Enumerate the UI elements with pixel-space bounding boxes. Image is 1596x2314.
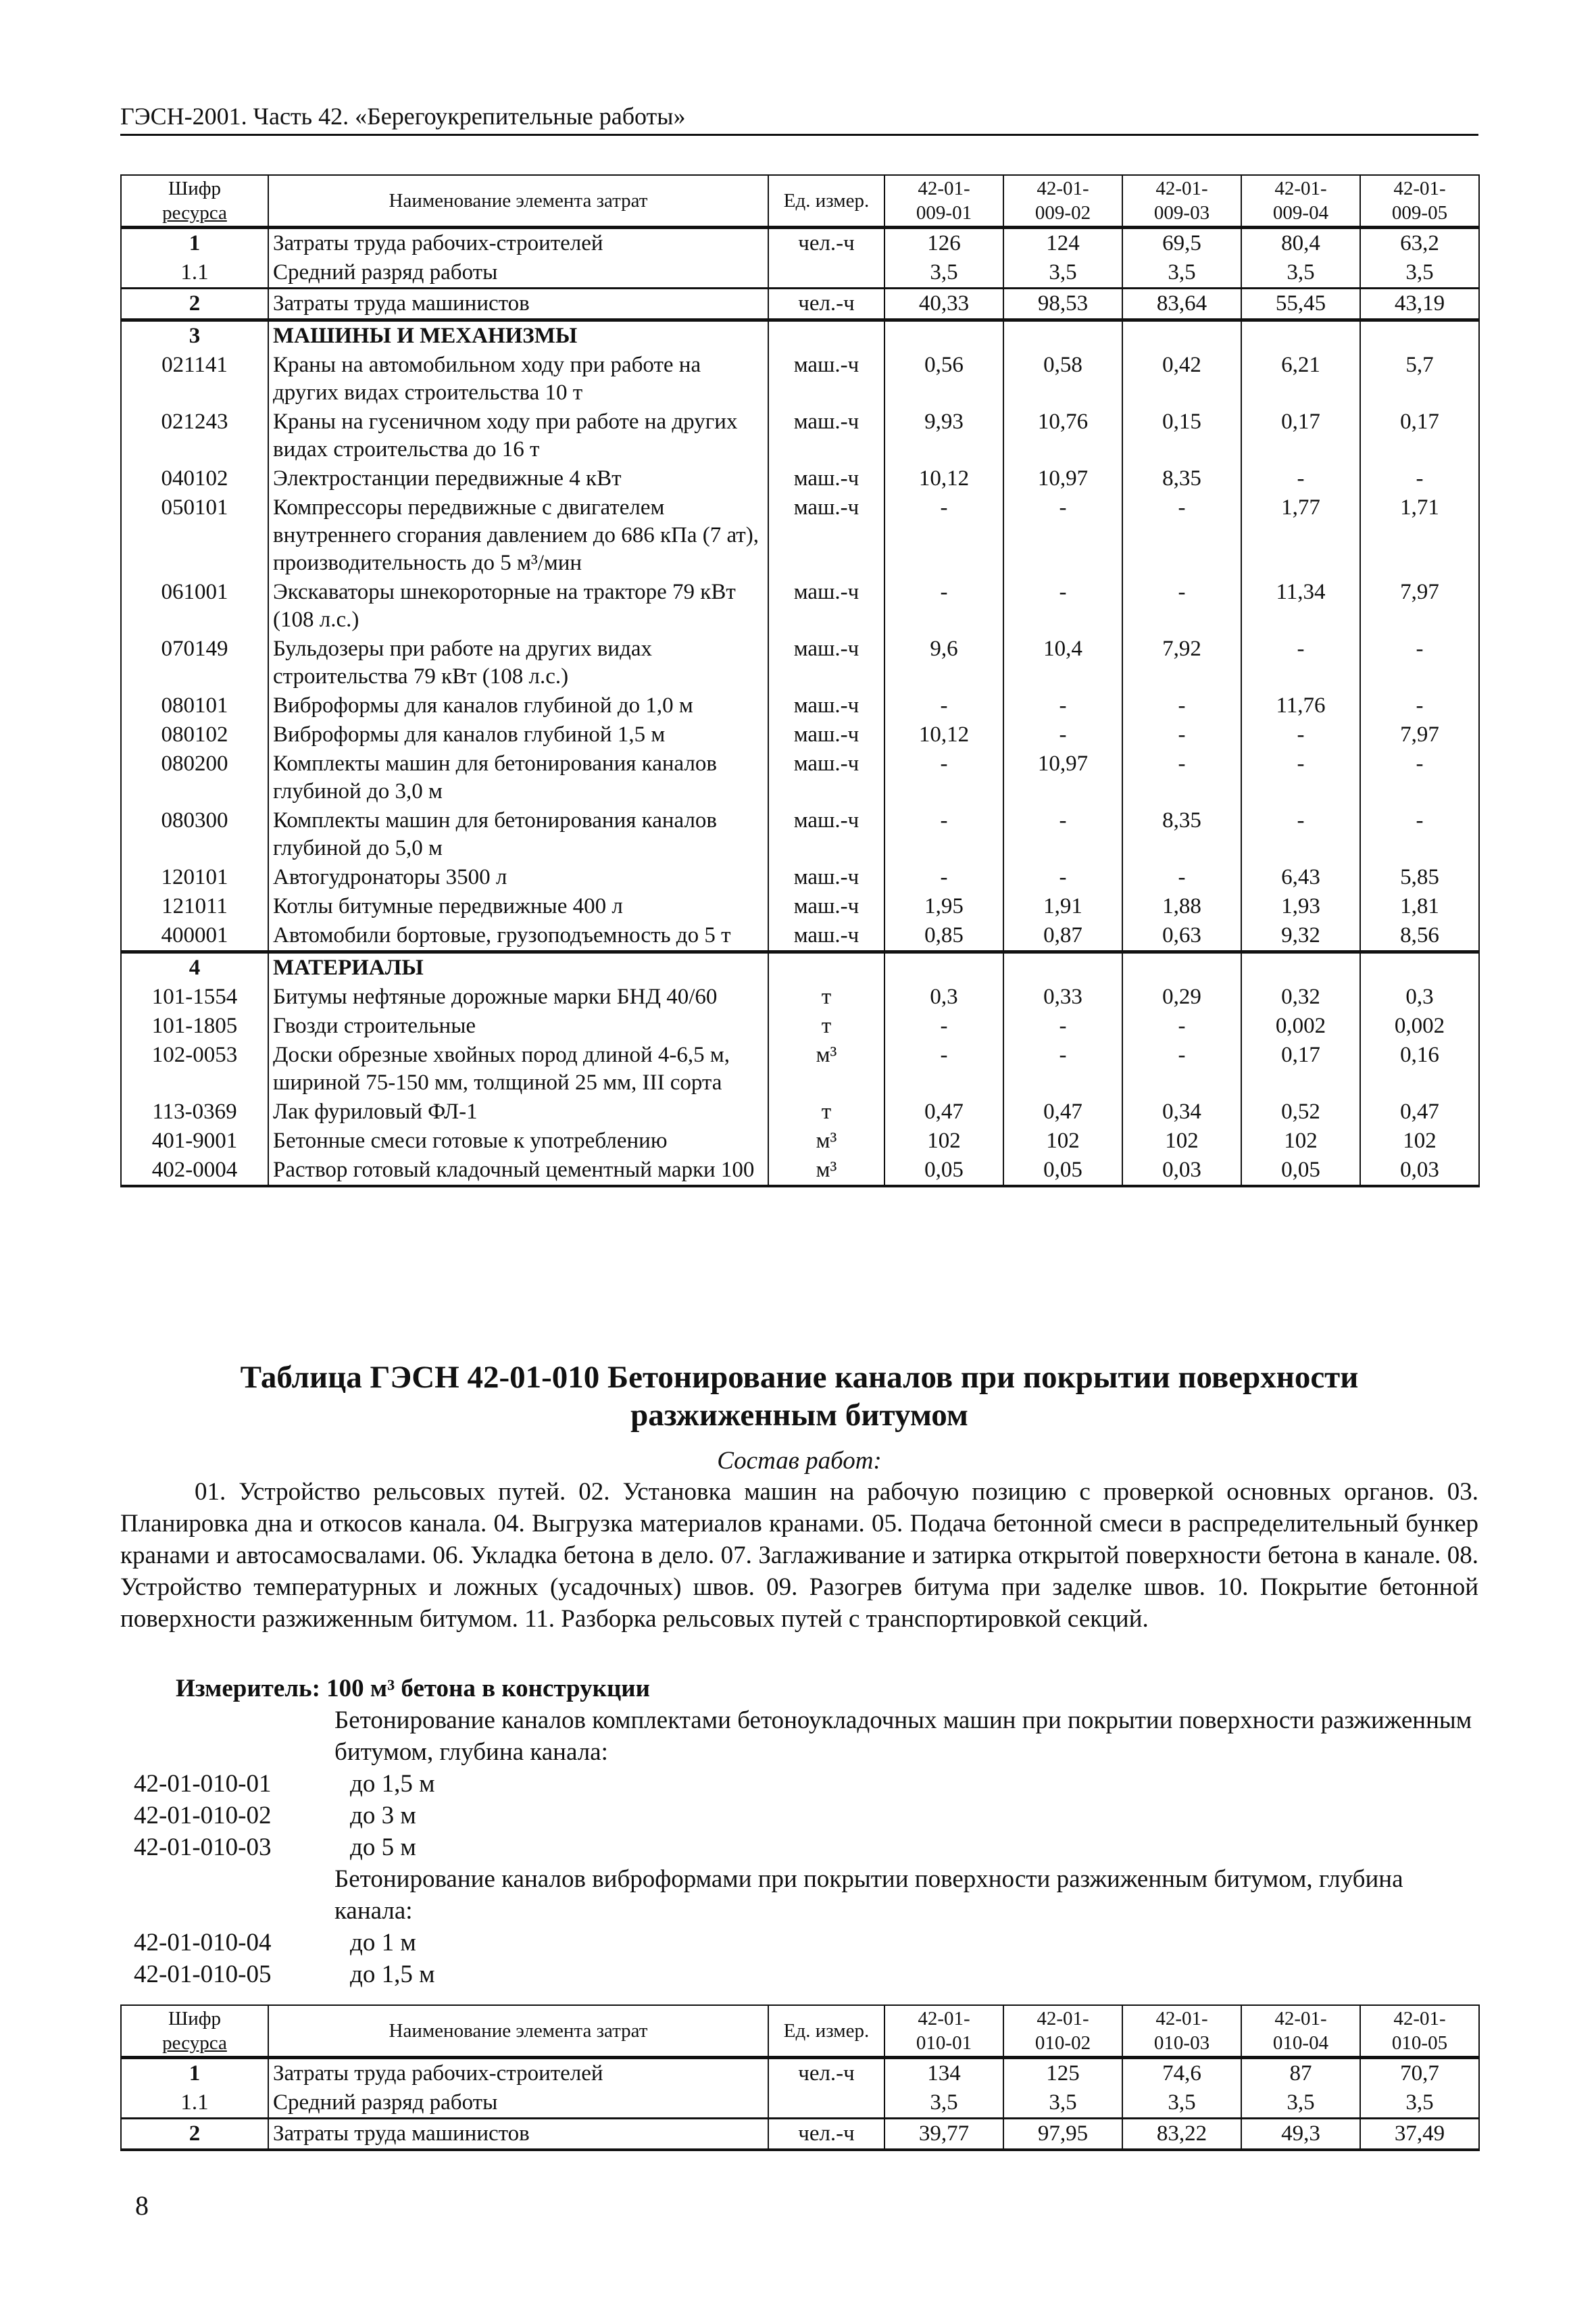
table-row bbox=[121, 578, 1479, 635]
cell-value: - bbox=[1360, 749, 1479, 806]
cell-value: 102 bbox=[1241, 1127, 1360, 1156]
cell-value: - bbox=[1003, 578, 1122, 635]
cell-unit: маш.-ч bbox=[768, 351, 884, 408]
cell-value: 3,5 bbox=[1241, 258, 1360, 289]
cell-unit bbox=[768, 258, 884, 289]
cell-value: 3,5 bbox=[884, 2088, 1003, 2119]
cell-code: 102-0053 bbox=[121, 1041, 268, 1098]
cell-value: 1,81 bbox=[1360, 892, 1479, 921]
cell-value: - bbox=[1241, 464, 1360, 493]
cell-value: - bbox=[884, 1041, 1003, 1098]
variant-item: 42-01-010-03 до 5 м bbox=[134, 1833, 416, 1861]
cell-value: 6,21 bbox=[1241, 351, 1360, 408]
cell-name: Краны на гусеничном ходу при работе на других видах строительства до 16 т bbox=[268, 408, 768, 464]
cell-value: 0,47 bbox=[1003, 1098, 1122, 1127]
cell-value: 0,85 bbox=[884, 921, 1003, 952]
column-header-variant: 42-01- 010-05 bbox=[1360, 2005, 1479, 2058]
table-row bbox=[121, 408, 1479, 464]
table-row bbox=[121, 2058, 1479, 2089]
cell-value: 0,15 bbox=[1122, 408, 1241, 464]
table-row bbox=[121, 258, 1479, 289]
cell-value: 0,16 bbox=[1360, 1041, 1479, 1098]
cell-unit: маш.-ч bbox=[768, 749, 884, 806]
cell-value: 5,7 bbox=[1360, 351, 1479, 408]
cell-unit: маш.-ч bbox=[768, 806, 884, 863]
cell-value: 0,33 bbox=[1003, 983, 1122, 1012]
cell-value: - bbox=[1003, 1012, 1122, 1041]
cell-value bbox=[1360, 320, 1479, 351]
cell-value: 9,93 bbox=[884, 408, 1003, 464]
cell-value: 87 bbox=[1241, 2058, 1360, 2089]
cell-value bbox=[1122, 320, 1241, 351]
cell-name: Автогудронаторы 3500 л bbox=[268, 863, 768, 892]
cell-name: Гвозди строительные bbox=[268, 1012, 768, 1041]
cell-value bbox=[884, 320, 1003, 351]
cell-value bbox=[1241, 952, 1360, 983]
cell-value: - bbox=[884, 863, 1003, 892]
cell-value: 125 bbox=[1003, 2058, 1122, 2089]
column-header-variant: 42-01- 009-01 bbox=[884, 175, 1003, 228]
cell-value: 9,32 bbox=[1241, 921, 1360, 952]
cell-code: 080102 bbox=[121, 720, 268, 749]
cell-code: 1 bbox=[121, 2058, 268, 2089]
table-row bbox=[121, 320, 1479, 351]
cell-value: 1,93 bbox=[1241, 892, 1360, 921]
cell-value: 11,76 bbox=[1241, 691, 1360, 720]
cell-value bbox=[1122, 952, 1241, 983]
cell-value: 0,05 bbox=[884, 1156, 1003, 1186]
cell-name: Краны на автомобильном ходу при работе на других видах строительства 10 т bbox=[268, 351, 768, 408]
cell-value: - bbox=[1241, 749, 1360, 806]
table-row bbox=[121, 2088, 1479, 2119]
cell-code: 1.1 bbox=[121, 2088, 268, 2119]
cell-value: 9,6 bbox=[884, 635, 1003, 691]
cell-name: Раствор готовый кладочный цементный марки 100 bbox=[268, 1156, 768, 1186]
cell-value: 7,92 bbox=[1122, 635, 1241, 691]
cell-value: 0,32 bbox=[1241, 983, 1360, 1012]
cell-name: Бульдозеры при работе на других видах строительства 79 кВт (108 л.с.) bbox=[268, 635, 768, 691]
cell-value: - bbox=[1241, 720, 1360, 749]
cell-value: - bbox=[1360, 464, 1479, 493]
cell-value: 3,5 bbox=[884, 258, 1003, 289]
variant-item: 42-01-010-02 до 3 м bbox=[134, 1802, 416, 1829]
cell-value: 5,85 bbox=[1360, 863, 1479, 892]
cell-unit: чел.-ч bbox=[768, 289, 884, 320]
cell-code: 3 bbox=[121, 320, 268, 351]
cell-value: - bbox=[1122, 578, 1241, 635]
composition-heading: Состав работ: bbox=[717, 1447, 882, 1475]
cell-unit: чел.-ч bbox=[768, 2058, 884, 2089]
cell-value: 1,71 bbox=[1360, 493, 1479, 578]
cell-value: 39,77 bbox=[884, 2119, 1003, 2150]
column-header-variant: 42-01- 010-02 bbox=[1003, 2005, 1122, 2058]
table-row bbox=[121, 806, 1479, 863]
cell-value: - bbox=[1003, 691, 1122, 720]
cell-value: 83,64 bbox=[1122, 289, 1241, 320]
cell-name: Затраты труда рабочих-строителей bbox=[268, 228, 768, 259]
cell-value: 0,17 bbox=[1241, 408, 1360, 464]
cell-value: 102 bbox=[884, 1127, 1003, 1156]
cell-value: 10,4 bbox=[1003, 635, 1122, 691]
cell-code: 101-1805 bbox=[121, 1012, 268, 1041]
cell-unit: маш.-ч bbox=[768, 635, 884, 691]
table-row bbox=[121, 892, 1479, 921]
cell-code: 113-0369 bbox=[121, 1098, 268, 1127]
cell-value: 10,12 bbox=[884, 464, 1003, 493]
cell-value: 8,35 bbox=[1122, 806, 1241, 863]
resource-table-42-01-010 bbox=[120, 2004, 1480, 2151]
cell-value: 3,5 bbox=[1122, 2088, 1241, 2119]
cell-unit: м³ bbox=[768, 1041, 884, 1098]
cell-value: 0,47 bbox=[884, 1098, 1003, 1127]
cell-name: Компрессоры передвижные с двигателем внутреннего сгорания давлением до 686 кПа (7 ат), производительность до 5 м³/мин bbox=[268, 493, 768, 578]
cell-value: - bbox=[1003, 863, 1122, 892]
cell-value: - bbox=[884, 749, 1003, 806]
variant-item: 42-01-010-04 до 1 м bbox=[134, 1929, 416, 1956]
cell-value: 102 bbox=[1003, 1127, 1122, 1156]
table-row bbox=[121, 952, 1479, 983]
table-row bbox=[121, 1041, 1479, 1098]
table-row bbox=[121, 464, 1479, 493]
cell-name: Комплекты машин для бетонирования каналов глубиной до 5,0 м bbox=[268, 806, 768, 863]
cell-code: 121011 bbox=[121, 892, 268, 921]
cell-value: 43,19 bbox=[1360, 289, 1479, 320]
cell-value: 0,63 bbox=[1122, 921, 1241, 952]
cell-value: - bbox=[884, 578, 1003, 635]
cell-value: 0,52 bbox=[1241, 1098, 1360, 1127]
cell-value: 69,5 bbox=[1122, 228, 1241, 259]
cell-name: Электростанции передвижные 4 кВт bbox=[268, 464, 768, 493]
cell-value: 74,6 bbox=[1122, 2058, 1241, 2089]
cell-code: 021141 bbox=[121, 351, 268, 408]
cell-name: Затраты труда машинистов bbox=[268, 2119, 768, 2150]
cell-name: Бетонные смеси готовые к употреблению bbox=[268, 1127, 768, 1156]
table-row bbox=[121, 983, 1479, 1012]
cell-value: 3,5 bbox=[1122, 258, 1241, 289]
cell-value: 10,97 bbox=[1003, 749, 1122, 806]
cell-value: - bbox=[1241, 635, 1360, 691]
cell-unit: маш.-ч bbox=[768, 691, 884, 720]
cell-unit: маш.-ч bbox=[768, 921, 884, 952]
cell-unit: маш.-ч bbox=[768, 493, 884, 578]
cell-value: - bbox=[1122, 720, 1241, 749]
cell-name: Комплекты машин для бетонирования каналов глубиной до 3,0 м bbox=[268, 749, 768, 806]
table-row bbox=[121, 749, 1479, 806]
cell-value: - bbox=[884, 806, 1003, 863]
cell-code: 080200 bbox=[121, 749, 268, 806]
table-row bbox=[121, 1012, 1479, 1041]
table-row bbox=[121, 289, 1479, 320]
table-row bbox=[121, 921, 1479, 952]
table-row bbox=[121, 228, 1479, 259]
cell-value bbox=[884, 952, 1003, 983]
table-row bbox=[121, 351, 1479, 408]
cell-unit bbox=[768, 2088, 884, 2119]
cell-value: 7,97 bbox=[1360, 720, 1479, 749]
cell-value: 0,3 bbox=[884, 983, 1003, 1012]
table-row bbox=[121, 493, 1479, 578]
cell-value: - bbox=[1360, 691, 1479, 720]
cell-value bbox=[1360, 952, 1479, 983]
cell-unit: маш.-ч bbox=[768, 464, 884, 493]
cell-unit: м³ bbox=[768, 1156, 884, 1186]
column-header-variant: 42-01- 009-02 bbox=[1003, 175, 1122, 228]
cell-value: 0,17 bbox=[1360, 408, 1479, 464]
cell-value: 0,03 bbox=[1122, 1156, 1241, 1186]
cell-value: 0,03 bbox=[1360, 1156, 1479, 1186]
cell-value: - bbox=[884, 493, 1003, 578]
cell-code: 021243 bbox=[121, 408, 268, 464]
column-header-variant: 42-01- 009-03 bbox=[1122, 175, 1241, 228]
cell-value: 11,34 bbox=[1241, 578, 1360, 635]
cell-value: 0,05 bbox=[1241, 1156, 1360, 1186]
column-header-name: Наименование элемента затрат bbox=[268, 2005, 768, 2058]
cell-name: МАШИНЫ И МЕХАНИЗМЫ bbox=[268, 320, 768, 351]
cell-value: 0,3 bbox=[1360, 983, 1479, 1012]
cell-unit: маш.-ч bbox=[768, 578, 884, 635]
page-number: 8 bbox=[135, 2190, 149, 2221]
variant-item: 42-01-010-05 до 1,5 м bbox=[134, 1961, 435, 1988]
cell-code: 1.1 bbox=[121, 258, 268, 289]
cell-value: - bbox=[1360, 635, 1479, 691]
variant-item: 42-01-010-01 до 1,5 м bbox=[134, 1770, 435, 1798]
measure-unit: Измеритель: 100 м³ бетона в конструкции bbox=[176, 1675, 650, 1702]
cell-value: 0,47 bbox=[1360, 1098, 1479, 1127]
cell-value: 10,76 bbox=[1003, 408, 1122, 464]
cell-code: 061001 bbox=[121, 578, 268, 635]
cell-unit bbox=[768, 320, 884, 351]
cell-name: Экскаваторы шнекороторные на тракторе 79 кВт (108 л.с.) bbox=[268, 578, 768, 635]
cell-value: 3,5 bbox=[1360, 2088, 1479, 2119]
cell-value: 1,91 bbox=[1003, 892, 1122, 921]
cell-value: 0,05 bbox=[1003, 1156, 1122, 1186]
cell-name: Средний разряд работы bbox=[268, 258, 768, 289]
cell-value: 7,97 bbox=[1360, 578, 1479, 635]
column-header-code: Шифр ресурса bbox=[121, 175, 268, 228]
column-header-variant: 42-01- 010-04 bbox=[1241, 2005, 1360, 2058]
cell-value: 8,56 bbox=[1360, 921, 1479, 952]
cell-name: Виброформы для каналов глубиной до 1,0 м bbox=[268, 691, 768, 720]
cell-code: 4 bbox=[121, 952, 268, 983]
cell-name: Доски обрезные хвойных пород длиной 4-6,5 м, шириной 75-150 мм, толщиной 25 мм, III сорта bbox=[268, 1041, 768, 1098]
cell-value: 80,4 bbox=[1241, 228, 1360, 259]
cell-value bbox=[1003, 952, 1122, 983]
group-description: Бетонирование каналов виброформами при покрытии поверхности разжиженным битумом, глубина канала: bbox=[334, 1865, 1403, 1925]
cell-value: 0,002 bbox=[1360, 1012, 1479, 1041]
table-row bbox=[121, 2119, 1479, 2150]
cell-code: 040102 bbox=[121, 464, 268, 493]
cell-code: 402-0004 bbox=[121, 1156, 268, 1186]
cell-value: 6,43 bbox=[1241, 863, 1360, 892]
cell-value: 55,45 bbox=[1241, 289, 1360, 320]
cell-value: 0,34 bbox=[1122, 1098, 1241, 1127]
column-header-variant: 42-01- 009-05 bbox=[1360, 175, 1479, 228]
cell-value: 98,53 bbox=[1003, 289, 1122, 320]
resource-table-42-01-009 bbox=[120, 174, 1480, 1187]
cell-code: 080300 bbox=[121, 806, 268, 863]
cell-name: Виброформы для каналов глубиной 1,5 м bbox=[268, 720, 768, 749]
cell-value: 0,42 bbox=[1122, 351, 1241, 408]
cell-unit: чел.-ч bbox=[768, 228, 884, 259]
column-header-unit: Ед. измер. bbox=[768, 175, 884, 228]
cell-value: 102 bbox=[1360, 1127, 1479, 1156]
cell-code: 401-9001 bbox=[121, 1127, 268, 1156]
cell-name: Затраты труда рабочих-строителей bbox=[268, 2058, 768, 2089]
cell-value: 3,5 bbox=[1003, 2088, 1122, 2119]
cell-unit: т bbox=[768, 983, 884, 1012]
cell-value: 0,87 bbox=[1003, 921, 1122, 952]
group-description: Бетонирование каналов комплектами бетоноукладочных машин при покрытии поверхности разжиженным битумом, глубина канала: bbox=[334, 1706, 1472, 1766]
cell-value: 0,17 bbox=[1241, 1041, 1360, 1098]
cell-value: - bbox=[1003, 1041, 1122, 1098]
cell-value: - bbox=[1122, 1041, 1241, 1098]
cell-value: - bbox=[1360, 806, 1479, 863]
cell-code: 1 bbox=[121, 228, 268, 259]
cell-value: 49,3 bbox=[1241, 2119, 1360, 2150]
cell-name: Битумы нефтяные дорожные марки БНД 40/60 bbox=[268, 983, 768, 1012]
cell-value: 97,95 bbox=[1003, 2119, 1122, 2150]
cell-unit bbox=[768, 952, 884, 983]
cell-unit: т bbox=[768, 1098, 884, 1127]
cell-value: 1,77 bbox=[1241, 493, 1360, 578]
page-header: ГЭСН-2001. Часть 42. «Берегоукрепительные работы» bbox=[120, 101, 1478, 136]
cell-value: 70,7 bbox=[1360, 2058, 1479, 2089]
cell-value: 37,49 bbox=[1360, 2119, 1479, 2150]
cell-name: Котлы битумные передвижные 400 л bbox=[268, 892, 768, 921]
cell-value: 0,56 bbox=[884, 351, 1003, 408]
cell-value: - bbox=[1122, 493, 1241, 578]
cell-value: 63,2 bbox=[1360, 228, 1479, 259]
cell-value: - bbox=[884, 1012, 1003, 1041]
column-header-name: Наименование элемента затрат bbox=[268, 175, 768, 228]
cell-unit: чел.-ч bbox=[768, 2119, 884, 2150]
cell-value: 1,88 bbox=[1122, 892, 1241, 921]
cell-code: 101-1554 bbox=[121, 983, 268, 1012]
cell-unit: т bbox=[768, 1012, 884, 1041]
cell-code: 080101 bbox=[121, 691, 268, 720]
cell-code: 2 bbox=[121, 289, 268, 320]
cell-name: Автомобили бортовые, грузоподъемность до 5 т bbox=[268, 921, 768, 952]
cell-unit: маш.-ч bbox=[768, 892, 884, 921]
table-row bbox=[121, 635, 1479, 691]
cell-value: 0,002 bbox=[1241, 1012, 1360, 1041]
column-header-variant: 42-01- 009-04 bbox=[1241, 175, 1360, 228]
cell-value: - bbox=[1122, 863, 1241, 892]
column-header-variant: 42-01- 010-01 bbox=[884, 2005, 1003, 2058]
cell-value: - bbox=[1003, 493, 1122, 578]
cell-value: - bbox=[1122, 1012, 1241, 1041]
cell-name: Затраты труда машинистов bbox=[268, 289, 768, 320]
cell-value bbox=[1241, 320, 1360, 351]
cell-value: - bbox=[1241, 806, 1360, 863]
cell-code: 070149 bbox=[121, 635, 268, 691]
cell-value: - bbox=[1122, 749, 1241, 806]
cell-value bbox=[1003, 320, 1122, 351]
table-title: Таблица ГЭСН 42-01-010 Бетонирование каналов при покрытии поверхности разжиженным битумом bbox=[240, 1360, 1359, 1433]
composition-text: 01. Устройство рельсовых путей. 02. Установка машин на рабочую позицию с проверкой основных органов. 03. Планировка дна и откосов канала. 04. Выгрузка материалов кранами. 05. Подача бетонной смеси в распределительный бункер кранами и автосамосвалами. 06. Укладка бетона в дело. 07. Заглаживание и затирка открытой поверхности бетона в канале. 08. Устройство температурных и ложных (усадочных) швов. 09. Разогрев битума при заделке швов. 10. Покрытие бетонной поверхности разжиженным битумом. 11. Разборка рельсовых путей с транспортировкой секций. bbox=[120, 1478, 1478, 1633]
cell-unit: маш.-ч bbox=[768, 720, 884, 749]
cell-value: 0,29 bbox=[1122, 983, 1241, 1012]
cell-value: 40,33 bbox=[884, 289, 1003, 320]
cell-value: 3,5 bbox=[1241, 2088, 1360, 2119]
cell-value: 3,5 bbox=[1360, 258, 1479, 289]
cell-unit: м³ bbox=[768, 1127, 884, 1156]
cell-value: - bbox=[1122, 691, 1241, 720]
cell-value: - bbox=[1003, 720, 1122, 749]
cell-value: 1,95 bbox=[884, 892, 1003, 921]
cell-name: Лак фуриловый ФЛ-1 bbox=[268, 1098, 768, 1127]
table-row bbox=[121, 720, 1479, 749]
column-header-variant: 42-01- 010-03 bbox=[1122, 2005, 1241, 2058]
table-row bbox=[121, 863, 1479, 892]
cell-value: 134 bbox=[884, 2058, 1003, 2089]
cell-value: 10,97 bbox=[1003, 464, 1122, 493]
cell-unit: маш.-ч bbox=[768, 863, 884, 892]
cell-value: 83,22 bbox=[1122, 2119, 1241, 2150]
cell-code: 2 bbox=[121, 2119, 268, 2150]
table-row bbox=[121, 1127, 1479, 1156]
cell-value: 124 bbox=[1003, 228, 1122, 259]
column-header-code: Шифр ресурса bbox=[121, 2005, 268, 2058]
cell-code: 120101 bbox=[121, 863, 268, 892]
cell-value: 3,5 bbox=[1003, 258, 1122, 289]
column-header-unit: Ед. измер. bbox=[768, 2005, 884, 2058]
cell-value: 0,58 bbox=[1003, 351, 1122, 408]
cell-code: 050101 bbox=[121, 493, 268, 578]
cell-value: 102 bbox=[1122, 1127, 1241, 1156]
table-row bbox=[121, 1098, 1479, 1127]
table-row bbox=[121, 691, 1479, 720]
cell-code: 400001 bbox=[121, 921, 268, 952]
cell-value: 126 bbox=[884, 228, 1003, 259]
cell-value: - bbox=[884, 691, 1003, 720]
cell-value: 8,35 bbox=[1122, 464, 1241, 493]
cell-unit: маш.-ч bbox=[768, 408, 884, 464]
cell-value: - bbox=[1003, 806, 1122, 863]
cell-name: Средний разряд работы bbox=[268, 2088, 768, 2119]
table-row bbox=[121, 1156, 1479, 1186]
cell-name: МАТЕРИАЛЫ bbox=[268, 952, 768, 983]
cell-value: 10,12 bbox=[884, 720, 1003, 749]
